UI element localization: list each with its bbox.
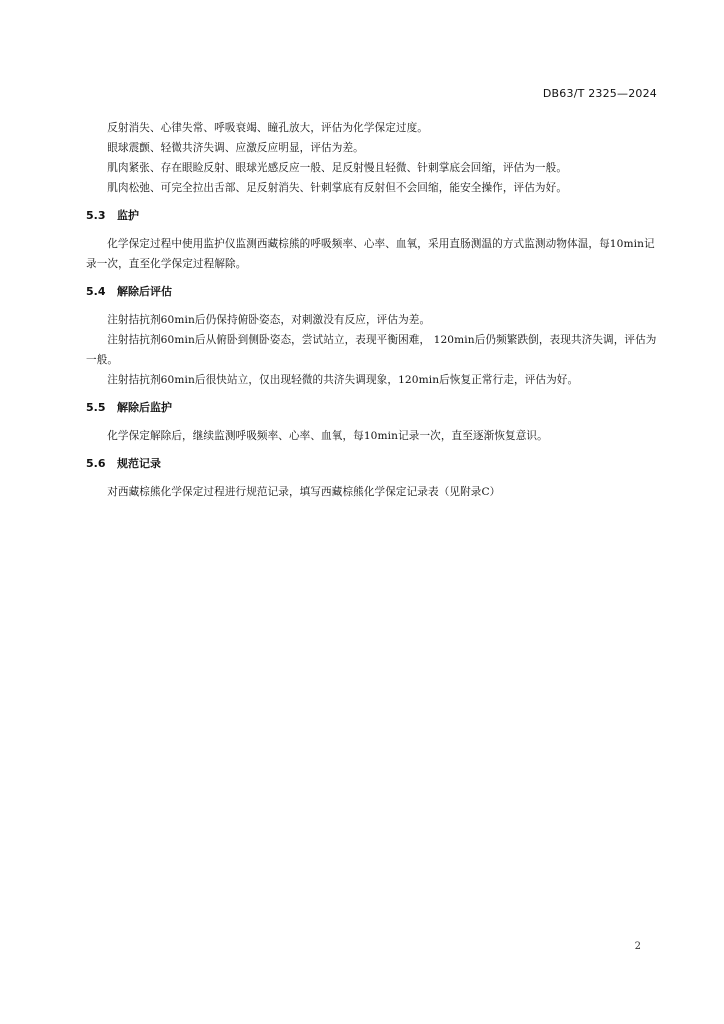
- section-post-release-monitoring: [86, 399, 658, 446]
- section-heading: [86, 207, 658, 225]
- section-title: 解除后监护: [117, 401, 172, 414]
- criterion-fair: 肌肉紧张、存在眼睑反射、眼球光感反应一般、足反射慢且轻微、针刺掌底会回缩，评估为一般。: [107, 162, 568, 174]
- section-number: 5.6: [86, 457, 106, 470]
- section-title: 监护: [117, 209, 139, 222]
- section-paragraph: 化学保定过程中使用监护仪监测西藏棕熊的呼吸频率、心率、血氧，采用直肠测温的方式监测动物体温，每10min记录一次，直至化学保定过程解除。: [86, 238, 655, 270]
- section-paragraph: 对西藏棕熊化学保定过程进行规范记录，填写西藏棕熊化学保定记录表（见附录C）: [107, 486, 501, 498]
- criterion-poor: 眼球震颤、轻微共济失调、应激反应明显，评估为差。: [107, 142, 364, 154]
- section-post-release-assessment: [86, 283, 658, 390]
- section-number: 5.4: [86, 285, 106, 298]
- section-standard-records: [86, 455, 658, 502]
- section-monitoring: [86, 207, 658, 274]
- section-title: 解除后评估: [117, 285, 172, 298]
- section-heading: [86, 455, 658, 473]
- section-paragraph: 注射拮抗剂60min后仍保持俯卧姿态，对刺激没有反应，评估为差。: [107, 314, 431, 326]
- section-heading: [86, 399, 658, 417]
- page-number: 2: [634, 941, 641, 952]
- criterion-overdose: 反射消失、心律失常、呼吸衰竭、瞳孔放大，评估为化学保定过度。: [107, 122, 428, 134]
- section-title: 规范记录: [117, 457, 161, 470]
- section-paragraph: 注射拮抗剂60min后很快站立，仅出现轻微的共济失调现象，120min后恢复正常行走，评估为好。: [107, 374, 579, 386]
- criterion-good: 肌肉松弛、可完全拉出舌部、足反射消失、针刺掌底有反射但不会回缩，能安全操作，评估为好。: [107, 182, 568, 194]
- section-number: 5.5: [86, 401, 106, 414]
- section-paragraph: 化学保定解除后，继续监测呼吸频率、心率、血氧，每10min记录一次，直至逐渐恢复意识。: [107, 430, 548, 442]
- section-paragraph: 注射拮抗剂60min后从俯卧到侧卧姿态，尝试站立，表现平衡困难， 120min后仍频繁跌倒，表现共济失调，评估为一般。: [86, 334, 657, 366]
- document-body: [86, 118, 658, 502]
- section-number: 5.3: [86, 209, 106, 222]
- document-id-header: DB63/T 2325—2024: [542, 87, 657, 100]
- assessment-criteria-list: [86, 118, 658, 198]
- section-heading: [86, 283, 658, 301]
